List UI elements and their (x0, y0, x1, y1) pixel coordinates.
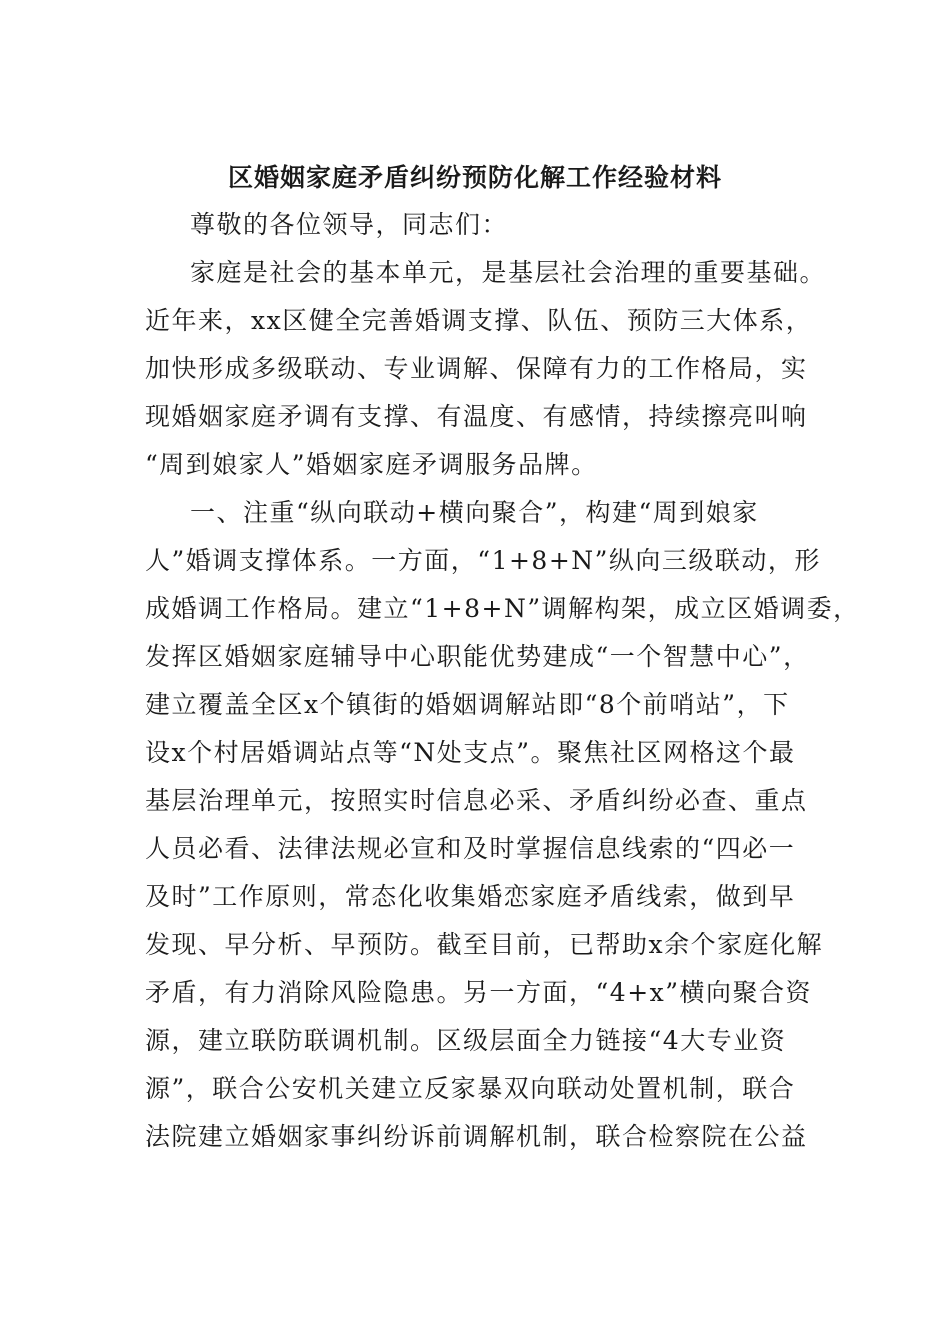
paragraph-line: 建立覆盖全区x个镇街的婚姻调解站即“8个前哨站”，下 (145, 690, 790, 719)
paragraph-line: 近年来，xx区健全完善婚调支撑、队伍、预防三大体系， (145, 306, 813, 335)
paragraph-line: 基层治理单元，按照实时信息必采、矛盾纠纷必查、重点 (145, 786, 808, 815)
paragraph-line: 发现、早分析、早预防。截至目前，已帮助x余个家庭化解 (145, 930, 824, 959)
salutation: 尊敬的各位领导，同志们： (190, 210, 509, 239)
paragraph-line: 人”婚调支撑体系。一方面，“1+8+N”纵向三级联动，形 (145, 546, 821, 575)
paragraph-line: 法院建立婚姻家事纠纷诉前调解机制，联合检察院在公益 (145, 1122, 808, 1151)
paragraph-line: 矛盾，有力消除风险隐患。另一方面，“4+x”横向聚合资 (145, 978, 813, 1007)
paragraph-line: 人员必看、法律法规必宣和及时掌握信息线索的“四必一 (145, 834, 796, 863)
paragraph-line: 源”，联合公安机关建立反家暴双向联动处置机制，联合 (145, 1074, 796, 1103)
paragraph-line: 成婚调工作格局。建立“1+8+N”调解构架，成立区婚调委， (145, 594, 860, 623)
paragraph-line: 设x个村居婚调站点等“N处支点”。聚焦社区网格这个最 (145, 738, 796, 767)
paragraph-line: 源，建立联防联调机制。区级层面全力链接“4大专业资 (145, 1026, 787, 1055)
section-heading-line: 一、注重“纵向联动+横向聚合”，构建“周到娘家 (190, 498, 759, 527)
paragraph-line: 发挥区婚姻家庭辅导中心职能优势建成“一个智慧中心”， (145, 642, 810, 671)
paragraph-line: 及时”工作原则，常态化收集婚恋家庭矛盾线索，做到早 (145, 882, 796, 911)
document-title: 区婚姻家庭矛盾纠纷预防化解工作经验材料 (227, 163, 722, 192)
paragraph-line: 家庭是社会的基本单元，是基层社会治理的重要基础。 (190, 258, 827, 287)
paragraph-line: 现婚姻家庭矛调有支撑、有温度、有感情，持续擦亮叫响 (145, 402, 808, 431)
paragraph-line: 加快形成多级联动、专业调解、保障有力的工作格局，实 (145, 354, 808, 383)
paragraph-line: “周到娘家人”婚姻家庭矛调服务品牌。 (145, 450, 598, 479)
